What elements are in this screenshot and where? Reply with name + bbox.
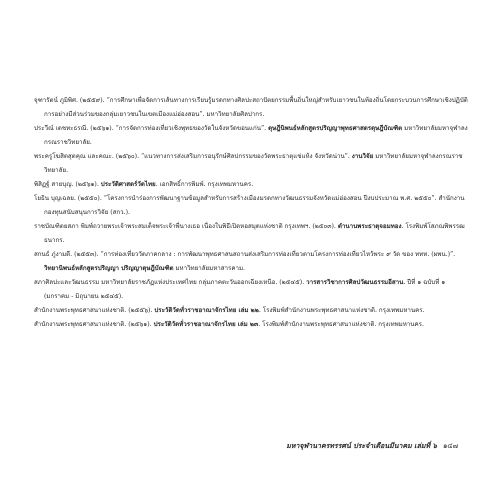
- reference-publisher: . โรงพิมพ์สำนักงานพระพุทธศาสนาแห่งชาติ. กรุงเทพมหานคร.: [258, 307, 425, 314]
- reference-text: ประวีณ์ เดชทะธรณี. (๒๕๖๑). “การจัดการท่องเที่ยวเชิงพุทธของวัดในจังหวัดขอนแก่น”.: [34, 125, 269, 132]
- reference-text: สำนักงานพระพุทธศาสนาแห่งชาติ. (๒๕๖๑).: [34, 321, 154, 328]
- reference-entry: [18, 94, 468, 122]
- reference-publisher: มหาวิทยาลัยมหาสารคาม.: [173, 265, 246, 272]
- reference-text: ราชบัณฑิตยสภา พิมพ์ถวายพระเจ้าพระสมเด็จพระเจ้าพี่นางเธอ เนื่องในพิธีเปิดหอสมุดแห่งชาติ กรุงเทพฯ. (๒๕๐๓).: [34, 223, 338, 230]
- reference-entry: [18, 220, 468, 248]
- reference-publisher: . โรงพิมพ์สำนักงานพระพุทธศาสนาแห่งชาติ. กรุงเทพมหานคร.: [258, 321, 424, 328]
- reference-text: พิสิฏฐ์ สายบุญ. (๒๕๖๑).: [34, 181, 101, 188]
- reference-entry: [18, 248, 468, 276]
- reference-text: พระครูโฆสิตสุตคุณ และคณะ. (๒๕๖๐). “แนวทางการส่งเสริมการอนุรักษ์ศิลปกรรมของวัดพระธาตุแช่แห้ง จังหวัดน่าน”.: [34, 153, 352, 160]
- reference-text: โยธิน บุญเฉลย. (๒๕๕๐). “โครงการนำร่องการพัฒนาฐานข้อมูลสำหรับการสร้างเมืองมรดกทางวัฒนธรรมจังหวัดแม่ฮ่องสอน ปีงบประมาณ พ.ศ. ๒๕๕๐”. สำนักงานกองทุนสนับสนุนการวิจัย (สกว.).: [34, 195, 465, 216]
- reference-source-title: ตำนานพระธาตุจอมทอง: [337, 223, 402, 230]
- reference-publisher: มหาวิทยาลัยมหาจุฬาลงกรณราชวิทยาลัย.: [44, 153, 463, 174]
- reference-entry: [18, 192, 468, 220]
- reference-entry: [18, 318, 468, 332]
- reference-source-title: วิทยานิพนธ์หลักสูตรปริญญา ปริญญาดุษฎีบัณฑิต: [44, 265, 174, 272]
- reference-text: สำนักงานพระพุทธศาสนาแห่งชาติ. (๒๕๕๖).: [34, 307, 155, 314]
- reference-source-title: ประวัติศาสตร์วัดไทย: [100, 181, 156, 188]
- reference-publisher: มหาวิทยาลัยมหาจุฬาลงกรณราชวิทยาลัย.: [44, 125, 468, 146]
- page-number: ๑๔๗: [442, 442, 458, 450]
- reference-source-title: ดุษฎีนิพนธ์หลักสูตรปริญญาพุทธศาสตรดุษฎีบัณฑิต: [268, 125, 403, 132]
- reference-publisher: . ปีที่ ๑ ฉบับที่ ๑ (มกราคม - มิถุนายน ๒๕๔๕).: [44, 279, 446, 300]
- page-footer: [286, 441, 458, 452]
- reference-text: จุฑารัตน์ ภูมิพิศ. (๒๕๕๙). “การศึกษาเพื่อจัดการเส้นทางการเรียนรู้มรดกทางศิลปะสถาปัตยกรรมพื้นถิ่นใหญ่สำหรับเยาวชนในท้องถิ่นโดยกระบวนการศึกษาเชิงปฏิบัติการอย่างมีส่วนร่วมของกลุ่มเยาวชนในเขตเมืองแม่ฮ่องสอน”. มหาวิทยาลัยศิลปากร.: [34, 97, 468, 118]
- reference-source-title: วารสารวิชาการศิลปวัฒนธรรมอีสาน: [306, 279, 404, 286]
- reference-source-title: ประวัติวัดทั่วราชอาณาจักรไทย เล่ม ๒๓: [153, 321, 259, 328]
- reference-list: [18, 94, 468, 332]
- reference-publisher: . เอกสิทธิ์การพิมพ์. กรุงเทพมหานคร.: [155, 181, 254, 188]
- journal-title: มหาจุฬานาครทรรศน์ ประจำเดือนมีนาคม เล่มที่ ๖: [286, 441, 437, 450]
- reference-entry: [18, 304, 468, 318]
- reference-entry: [18, 122, 468, 150]
- reference-publisher: . โรงพิมพ์โสภณพิพรรฒธนากร.: [44, 223, 465, 244]
- reference-text: สกนธ์ ภู่งามดี. (๒๕๕๓). “การท่องเที่ยววัดภาคกลาง : การพัฒนาพุทธศาสนสถานส่งเสริมการท่องเที่ยวตามโครงการท่องเที่ยวไหว้พระ ๙ วัด ของ ททท. (ผพน.)”.: [34, 251, 456, 258]
- reference-entry: [18, 150, 468, 178]
- reference-source-title: งานวิจัย: [351, 153, 374, 160]
- reference-text: สภาศิลปะและวัฒนธรรม มหาวิทยาลัยราชภัฏแห่งประเทศไทย กลุ่มภาคตะวันออกเฉียงเหนือ. (๒๕๔๕).: [34, 279, 307, 286]
- reference-source-title: ประวัติวัดทั่วราชอาณาจักรไทย เล่ม ๒๒: [154, 307, 259, 314]
- reference-entry: [18, 276, 468, 304]
- reference-entry: [18, 178, 468, 192]
